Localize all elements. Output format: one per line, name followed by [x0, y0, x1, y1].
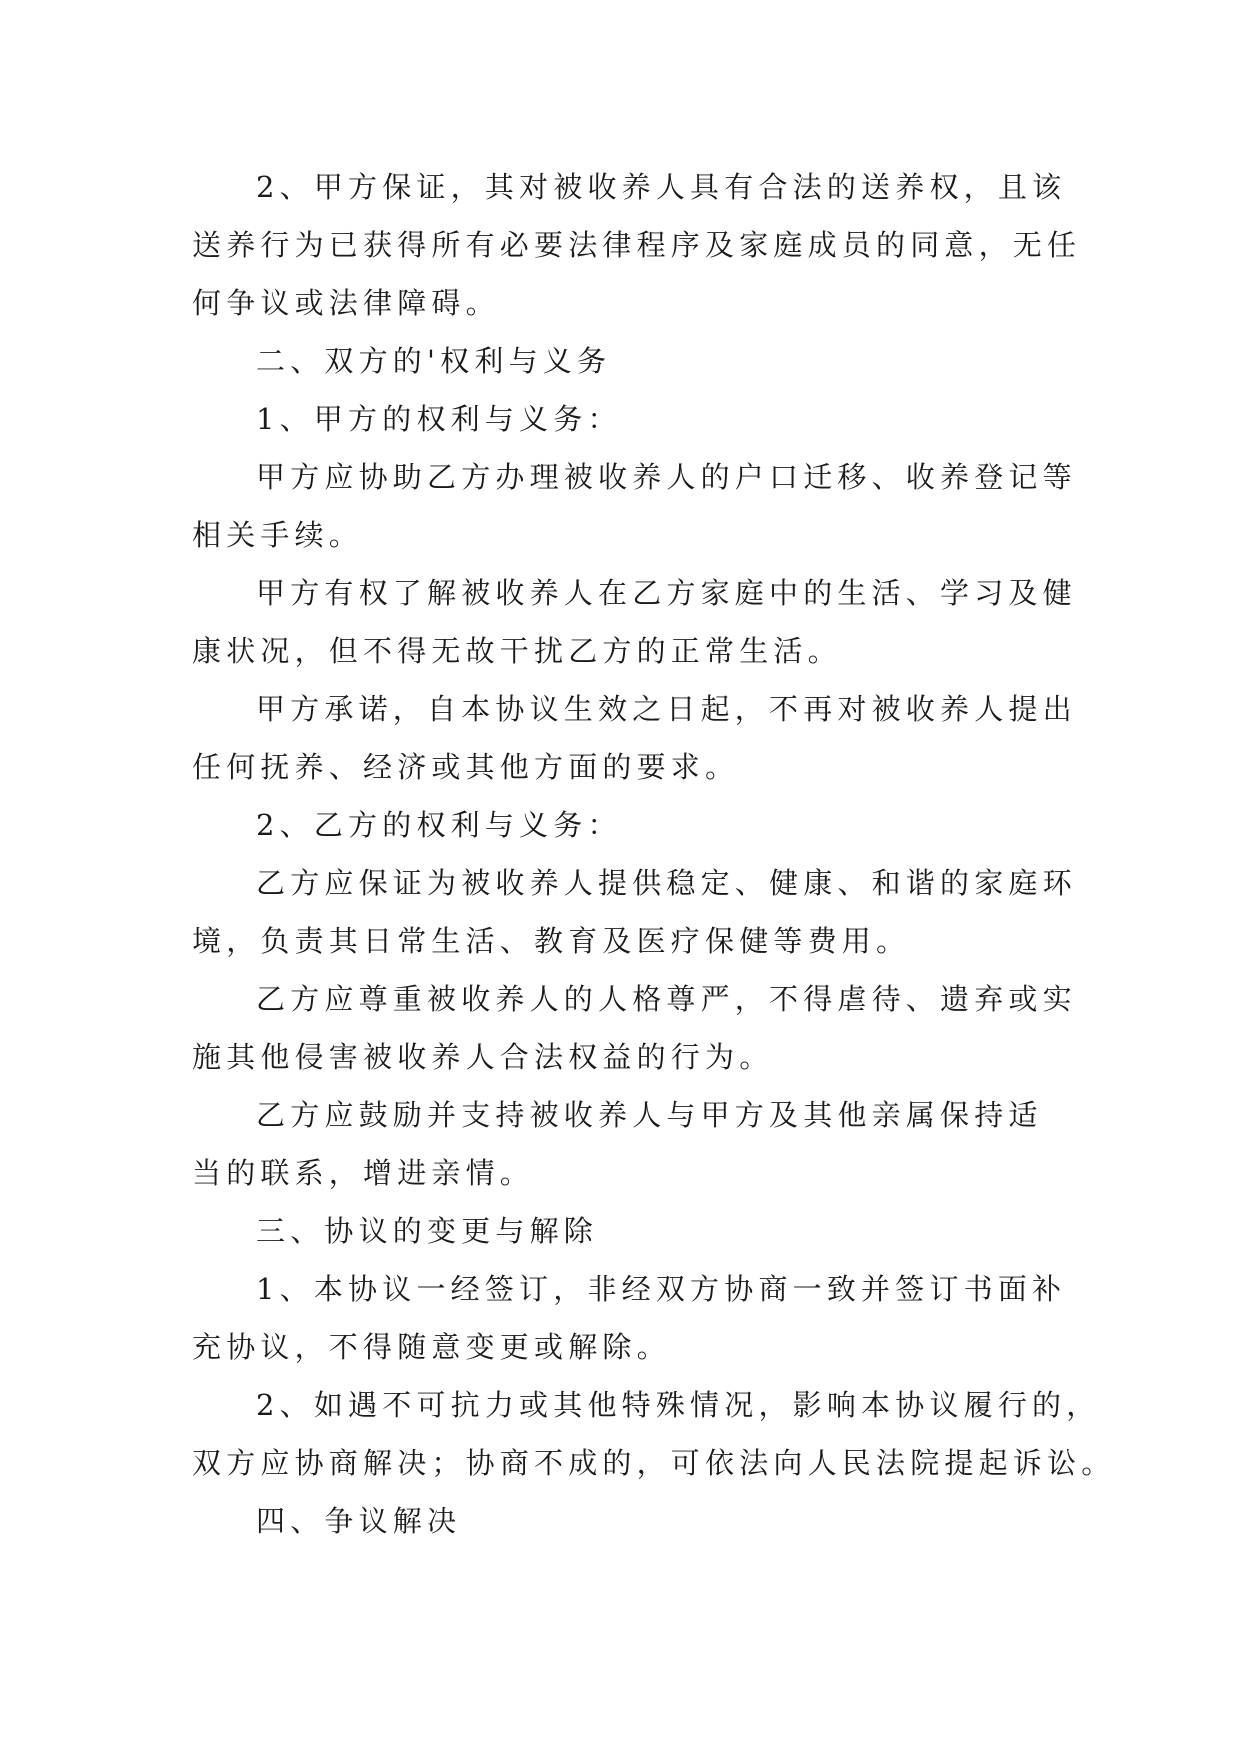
text-line-17: 乙方应鼓励并支持被收养人与甲方及其他亲属保持适: [256, 1098, 1043, 1132]
document-body: [192, 158, 1116, 1550]
section-heading-rights-obligations: 二、双方的'权利与义务: [256, 344, 612, 378]
text-line-11: 任何抚养、经济或其他方面的要求。: [192, 750, 740, 784]
text-line-3: 何争议或法律障碍。: [192, 286, 500, 320]
subheading-party-a: 1、甲方的权利与义务：: [256, 402, 622, 436]
text-line-13: 乙方应保证为被收养人提供稳定、健康、和谐的家庭环: [256, 866, 1077, 900]
text-line-20: 1、本协议一经签订，非经双方协商一致并签订书面补: [256, 1272, 1067, 1306]
section-heading-modification: 三、协议的变更与解除: [256, 1214, 599, 1248]
text-line-9: 康状况，但不得无故干扰乙方的正常生活。: [192, 634, 842, 668]
text-line-2: 送养行为已获得所有必要法律程序及家庭成员的同意，无任: [192, 228, 1082, 262]
text-line-16: 施其他侵害被收养人合法权益的行为。: [192, 1040, 774, 1074]
text-line-22: 2、如遇不可抗力或其他特殊情况，影响本协议履行的，: [256, 1388, 1101, 1422]
text-line-1: 2、甲方保证，其对被收养人具有合法的送养权，且该: [256, 170, 1067, 204]
text-line-10: 甲方承诺，自本协议生效之日起，不再对被收养人提出: [256, 692, 1077, 726]
text-line-6: 甲方应协助乙方办理被收养人的户口迁移、收养登记等: [256, 460, 1077, 494]
text-line-14: 境，负责其日常生活、教育及医疗保健等费用。: [192, 924, 911, 958]
text-line-18: 当的联系，增进亲情。: [192, 1156, 535, 1190]
text-line-8: 甲方有权了解被收养人在乙方家庭中的生活、学习及健: [256, 576, 1077, 610]
subheading-party-b: 2、乙方的权利与义务：: [256, 808, 622, 842]
text-line-15: 乙方应尊重被收养人的人格尊严，不得虐待、遗弃或实: [256, 982, 1077, 1016]
text-line-23: 双方应协商解决；协商不成的，可依法向人民法院提起诉讼。: [192, 1446, 1116, 1480]
text-line-21: 充协议，不得随意变更或解除。: [192, 1330, 671, 1364]
text-line-7: 相关手续。: [192, 518, 364, 552]
section-heading-dispute: 四、争议解决: [256, 1504, 462, 1538]
